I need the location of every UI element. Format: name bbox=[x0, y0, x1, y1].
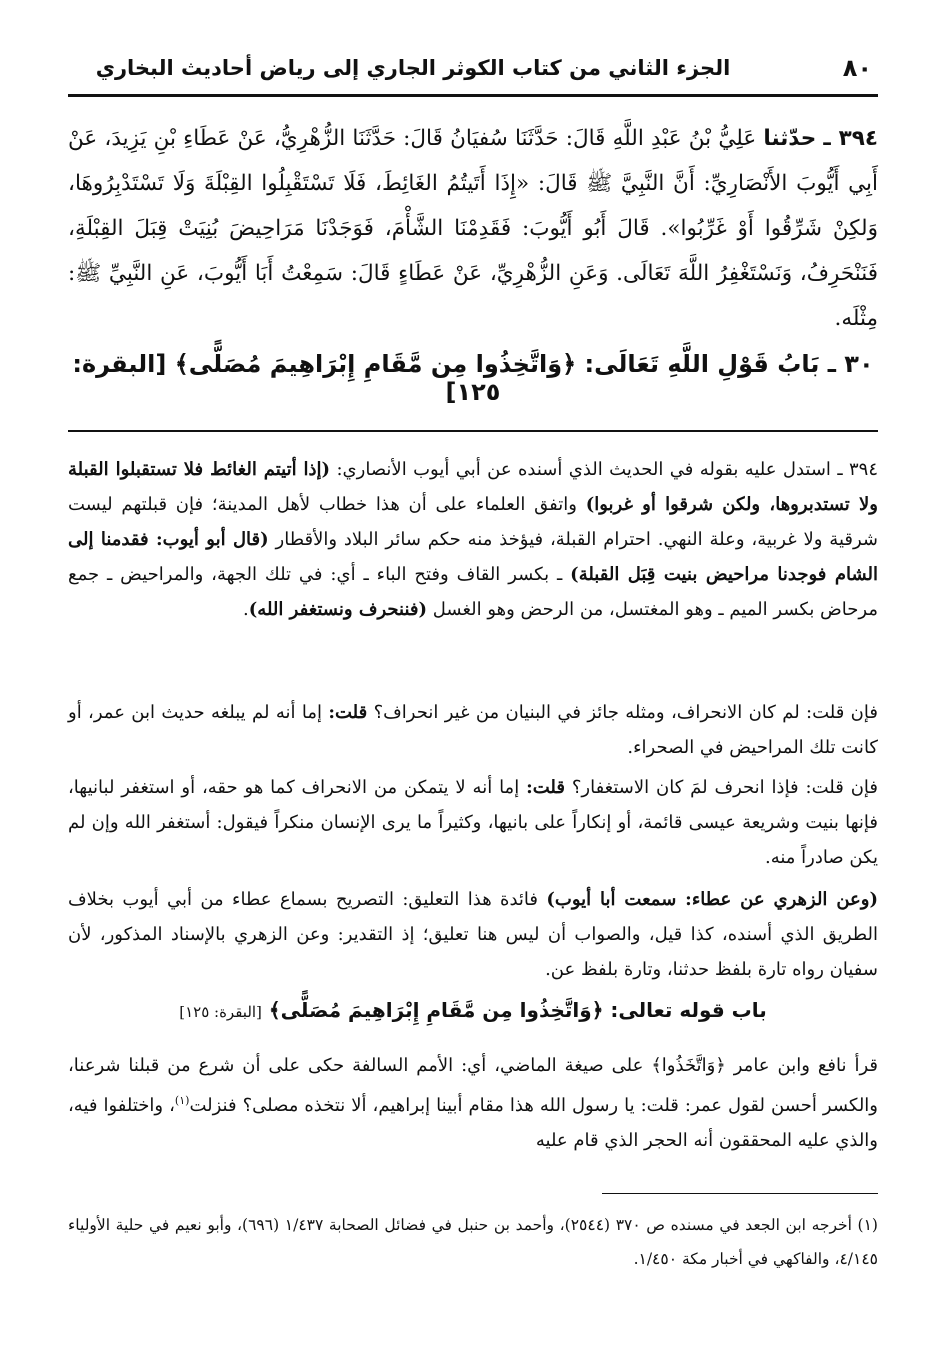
text-run: ٣٩٤ ـ استدل عليه بقوله في الحديث الذي أسنده عن أبي أيوب الأنصاري: bbox=[330, 459, 879, 480]
paragraph-text bbox=[68, 882, 878, 987]
subheading-reference: [البقرة: ١٢٥] bbox=[179, 1003, 262, 1021]
hadith-text: عَلِيُّ بْنُ عَبْدِ اللَّهِ قَالَ: حَدَّثَنَا سُفيَانُ قَالَ: حَدَّثَنَا الزُّهْرِيُّ، عَنْ عَطَاءِ بْنِ يَزِيدَ، عَنْ أَبِي أَيُّوبَ الأَنْصَارِيِّ: أَنَّ النَّبِيَّ ﷺ قَالَ: «إِذَا أَتَيتُمُ الغَائِطَ، فَلَا تَسْتَقْبِلُوا القِبْلَةَ وَلَا تَسْتَدْبِرُوهَا، وَلكِنْ شَرِّقُوا أَوْ غَرِّبُوا». قَالَ أَبُو أَيُّوبَ: فَقَدِمْنَا الشَّأْمَ، فَوَجَدْنَا مَرَاحِيضَ بُنِيَتْ قِبَلَ القِبْلَةِ، فَنَنْحَرِفُ، وَنَسْتَغْفِرُ اللَّهَ تَعَالَى. وَعَنِ الزُّهْرِيِّ، عَنْ عَطَاءٍ قَالَ: سَمِعْتُ أَبَا أَيُّوبَ، عَنِ النَّبِيِّ ﷺ: مِثْلَه. bbox=[68, 126, 878, 331]
footnotes bbox=[68, 1208, 878, 1276]
bold-quote: (وعن الزهري عن عطاء: سمعت أبا أيوب) bbox=[546, 889, 878, 910]
text-run: ، واختلفوا فيه، والذي عليه المحققون أنه الحجر الذي قام عليه bbox=[68, 1095, 878, 1151]
commentary-paragraph-1 bbox=[68, 452, 878, 627]
commentary-paragraph-3 bbox=[68, 770, 878, 875]
text-run: إما أنه لم يبلغه حديث ابن عمر، أو كانت تلك المراحيض في الصحراء. bbox=[68, 702, 878, 758]
commentary-paragraph-4 bbox=[68, 882, 878, 987]
chapter-heading: ٣٠ ـ بَابُ قَوْلِ اللَّهِ تَعَالَى: ﴿وَاتَّخِذُوا مِن مَّقَامِ إِبْرَاهِيمَ مُصَلًّى﴾ [البقرة: ١٢٥] bbox=[72, 350, 874, 406]
text-run: ـ بكسر القاف وفتح الباء ـ أي: في تلك الجهة، والمراحيض ـ جمع مرحاض بكسر الميم ـ وهو المغتسل، من الرحض وهو الغسل bbox=[68, 564, 878, 620]
hadith-opening: حدّثنا bbox=[763, 126, 817, 151]
running-title: الجزء الثاني من كتاب الكوثر الجاري إلى رياض أحاديث البخاري bbox=[95, 56, 731, 80]
text-run: فإن قلت: لم كان الانحراف، ومثله جائز في البنيان من غير انحراف؟ bbox=[367, 702, 878, 723]
paragraph-text bbox=[68, 695, 878, 765]
hadith-394 bbox=[68, 116, 878, 341]
footnote-marker: (١) bbox=[174, 1094, 190, 1107]
text-run: . bbox=[243, 599, 249, 620]
bold-quote: (إذا أتيتم الغائط فلا تستقبلوا القبلة ولا تستدبروها، ولكن شرقوا أو غربوا) bbox=[68, 459, 878, 515]
footnote-divider bbox=[602, 1193, 878, 1194]
bold-quote: (قال أبو أيوب: فقدمنا إلى الشام فوجدنا مراحيض بنيت قِبَل القبلة) bbox=[68, 529, 878, 585]
text-run: قرأ نافع وابن عامر ﴿وَاتَّخَذُوا﴾ على صيغة الماضي، أي: الأمم السالفة حكى على أن شرع من قبلنا شرعنا، والكسر أحسن لقول عمر: قلت: يا رسول الله هذا مقام أبينا إبراهيم، ألا نتخذه مصلى؟ فنزلت bbox=[68, 1055, 878, 1116]
bold-quote: (فننحرف ونستغفر الله) bbox=[248, 599, 428, 620]
bold-quote: قلت: bbox=[526, 777, 565, 798]
hadith-number: ٣٩٤ ـ bbox=[823, 126, 878, 151]
bold-quote: قلت: bbox=[328, 702, 368, 723]
text-run: فإن قلت: فإذا انحرف لمَ كان الاستغفار؟ bbox=[564, 777, 879, 798]
paragraph-text bbox=[68, 1048, 878, 1158]
chapter-subheading bbox=[68, 998, 878, 1022]
commentary-paragraph-2 bbox=[68, 695, 878, 765]
text-run: إما أنه لا يتمكن من الانحراف كما هو حقه، أو استغفر لبانيها، فإنها بنيت وشريعة عيسى قائمة، أو إنكاراً على بانيها، وكثيراً ما يرى الإنسان منكراً فيقول: أستغفر الله وإن لم يكن صادراً منه. bbox=[68, 777, 878, 868]
page-number: ٨٠ bbox=[842, 54, 872, 82]
footnote-1: (١) أخرجه ابن الجعد في مسنده ص ٣٧٠ (٢٥٤٤)، وأحمد بن حنبل في فضائل الصحابة ١/٤٣٧ (٦٩٦)، وأبو نعيم في حلية الأولياء ٤/١٤٥، والفاكهي في أخبار مكة ١/٤٥٠. bbox=[68, 1216, 878, 1268]
section-divider bbox=[68, 430, 878, 432]
paragraph-text bbox=[68, 452, 878, 627]
paragraph-text bbox=[68, 770, 878, 875]
commentary-paragraph-5 bbox=[68, 1048, 878, 1158]
subheading-label: باب قوله تعالى: ﴿وَاتَّخِذُوا مِن مَّقَامِ إِبْرَاهِيمَ مُصَلًّى﴾ bbox=[268, 998, 767, 1022]
page-header bbox=[68, 52, 878, 97]
text-run: فائدة هذا التعليق: التصريح بسماع عطاء من أبي أيوب بخلاف الطريق الذي أسنده، كذا قيل، والصواب أن ليس هنا تعليق؛ إذ التقدير: وعن الزهري بالإسناد المذكور، لأن سفيان رواه تارة بلفظ حدثنا، وتارة بلفظ عن. bbox=[68, 889, 878, 980]
text-run: واتفق العلماء على أن هذا خطاب لأهل المدينة؛ فإن قبلتهم ليست شرقية ولا غربية، وعلة النهي. احترام القبلة، فيؤخذ منه حكم سائر البلاد والأقطار bbox=[68, 494, 878, 550]
